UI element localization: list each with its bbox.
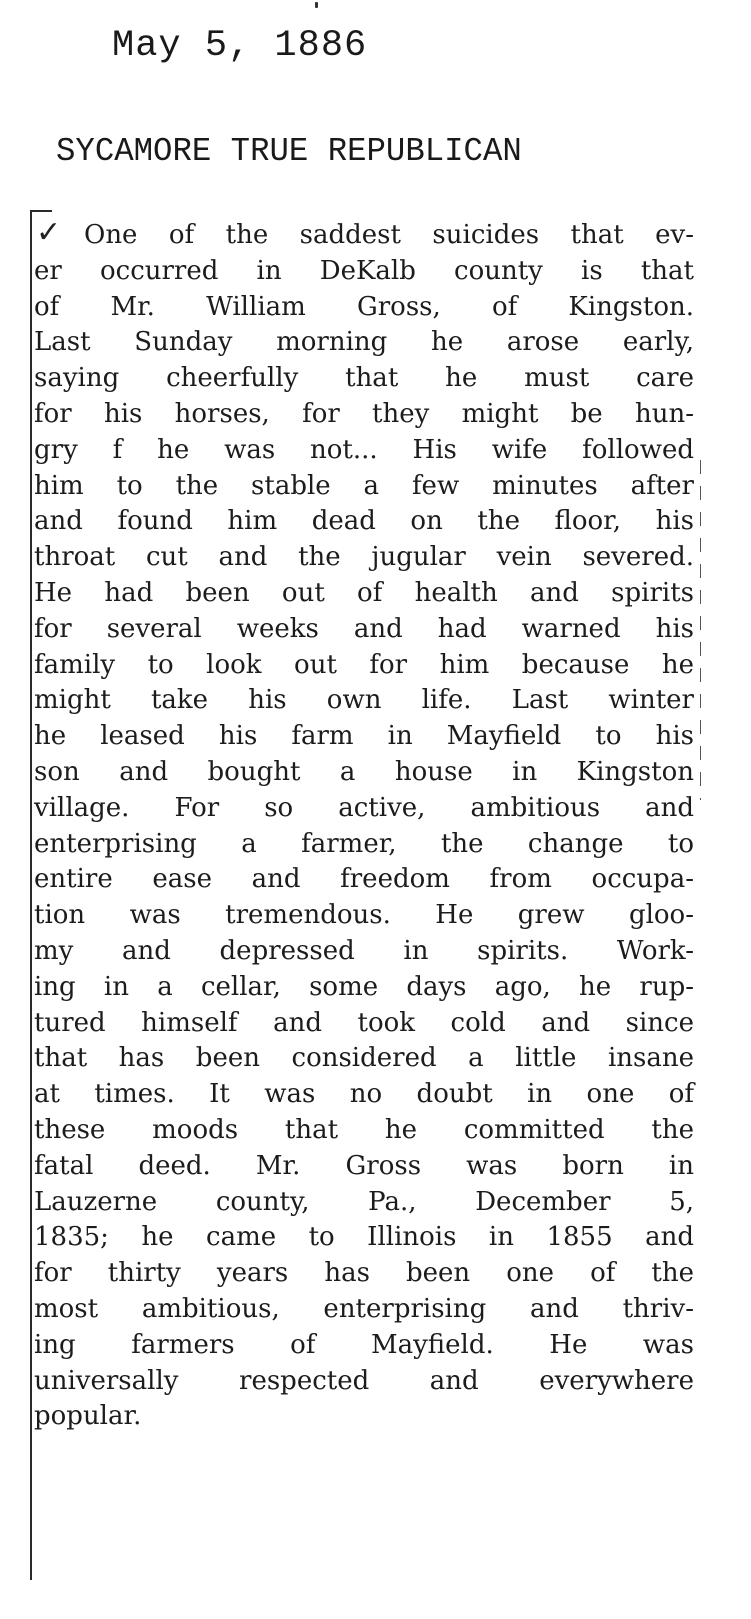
article-line: er occurred in DeKalb county is that [34,255,694,286]
check-mark-icon: ✓ [36,215,62,250]
article-line: universally respected and everywhere [34,1365,694,1396]
article-line: for several weeks and had warned his [34,613,694,644]
article-line: for his horses, for they might be hun- [34,398,694,429]
article-line: these moods that he committed the [34,1114,694,1145]
article-line: my and depressed in spirits. Work- [34,935,694,966]
article-line: popular. [34,1401,142,1432]
article-line: him to the stable a few minutes after [34,470,694,501]
article-line: family to look out for him because he [34,649,694,680]
article-line: might take his own life. Last winter [34,685,694,716]
article-line: He had been out of health and spirits [34,577,694,608]
article-line: son and bought a house in Kingston [34,756,694,787]
article-line: One of the saddest suicides that ev- [84,220,694,250]
article-line: ing in a cellar, some days ago, he rup- [34,971,694,1002]
article-line: that has been considered a little insane [34,1043,694,1074]
article-line: Lauzerne county, Pa., December 5, [34,1186,694,1217]
article-line: ing farmers of Mayfield. He was [34,1329,694,1360]
newspaper-name: SYCAMORE TRUE REPUBLICAN [56,133,522,170]
article-line: enterprising a farmer, the change to [34,828,694,859]
article-line: tion was tremendous. He grew gloo- [34,900,694,931]
article-line: gry f he was not... His wife followed [34,434,694,465]
article-line: entire ease and freedom from occupa- [34,864,694,895]
article-line: throat cut and the jugular vein severed. [34,542,694,573]
newspaper-clipping [30,210,710,1590]
article-line: 1835; he came to Illinois in 1855 and [34,1222,694,1253]
article-body [34,215,694,1435]
article-line: saying cheerfully that he must care [34,363,694,394]
article-line: most ambitious, enterprising and thriv- [34,1293,694,1324]
clipping-date: May 5, 1886 [112,25,368,67]
article-line: at times. It was no doubt in one of [34,1079,694,1110]
article-line: and found him dead on the floor, his [34,506,694,537]
article-line: of Mr. William Gross, of Kingston. [34,291,694,322]
article-line: village. For so active, ambitious and [34,792,694,823]
article-line: he leased his farm in Mayfield to his [34,721,694,752]
print-speck [315,2,318,8]
clipping-left-border [30,210,32,1580]
article-line: Last Sunday morning he arose early, [34,327,694,358]
article-line: tured himself and took cold and since [34,1007,694,1038]
clipping-top-border [30,210,52,212]
article-line: fatal deed. Mr. Gross was born in [34,1150,694,1181]
clipping-right-border [700,460,701,800]
article-line: for thirty years has been one of the [34,1258,694,1289]
